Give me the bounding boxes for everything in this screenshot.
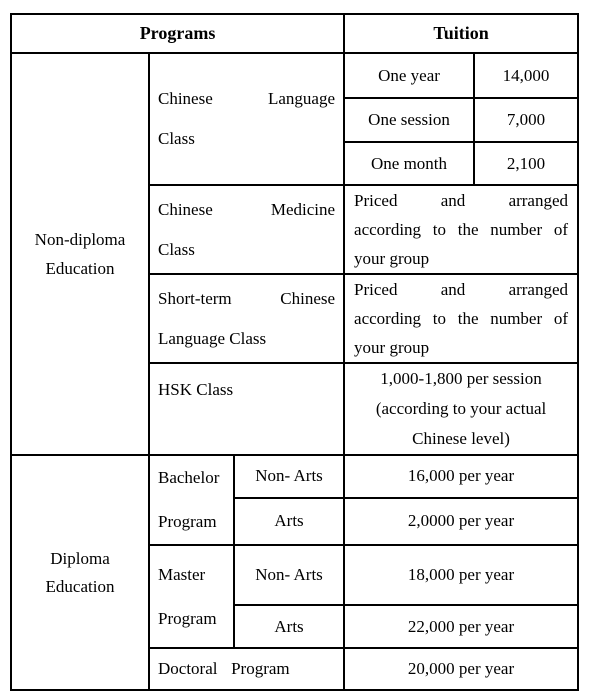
tuition-table xyxy=(10,13,579,691)
fee-doctoral: 20,000 per year xyxy=(344,648,578,690)
program-name-line: Program xyxy=(158,512,217,531)
tuition-text-line: Priced and arranged xyxy=(354,191,569,210)
program-chinese-language-class xyxy=(149,53,344,185)
header-programs: Programs xyxy=(11,14,344,53)
program-master xyxy=(149,545,234,648)
program-chinese-medicine-class xyxy=(149,185,344,274)
program-name-line: Chinese Language xyxy=(158,89,336,108)
program-name-line: Short-term Chinese xyxy=(158,288,336,308)
program-name-line: Class xyxy=(158,129,195,148)
tuition-text-line: according to the number of xyxy=(354,309,569,328)
program-name-line: Program xyxy=(158,608,217,628)
section-label-line: Diploma xyxy=(50,548,110,568)
tuition-chinese-medicine xyxy=(344,185,578,274)
program-short-term-chinese xyxy=(149,274,344,363)
tuition-fee-one-session: 7,000 xyxy=(474,98,578,142)
section-label-line: Education xyxy=(45,259,115,278)
tuition-period-one-month: One month xyxy=(344,142,474,185)
program-name-line: HSK Class xyxy=(158,380,234,399)
program-doctoral: Doctoral Program xyxy=(149,648,344,690)
tuition-hsk xyxy=(344,363,578,455)
tuition-fee-one-year: 14,000 xyxy=(474,53,578,98)
fee-bachelor-arts: 2,0000 per year xyxy=(344,498,578,545)
section-label-line: Non-diploma xyxy=(34,230,126,249)
tuition-fee-one-month: 2,100 xyxy=(474,142,578,185)
program-hsk-class xyxy=(149,363,344,455)
section-label-non-diploma xyxy=(11,53,149,455)
section-label-line: Education xyxy=(45,576,115,596)
program-name-line: Class xyxy=(158,239,195,259)
fee-bachelor-non-arts: 16,000 per year xyxy=(344,455,578,498)
tuition-short-term xyxy=(344,274,578,363)
section-label-diploma xyxy=(11,455,149,690)
tuition-text-line: (according to your actual xyxy=(375,399,547,418)
program-name-line: Master xyxy=(158,564,206,584)
tuition-text-line: your group xyxy=(354,249,430,268)
track-master-non-arts: Non- Arts xyxy=(234,545,344,605)
program-bachelor xyxy=(149,455,234,545)
tuition-period-one-session: One session xyxy=(344,98,474,142)
tuition-period-one-year: One year xyxy=(344,53,474,98)
fee-master-non-arts: 18,000 per year xyxy=(344,545,578,605)
header-tuition: Tuition xyxy=(344,14,578,53)
tuition-text-line: according to the number of xyxy=(354,220,569,239)
track-bachelor-arts: Arts xyxy=(234,498,344,545)
program-name-line: Chinese Medicine xyxy=(158,199,336,219)
program-name-line: Bachelor xyxy=(158,468,220,487)
fee-master-arts: 22,000 per year xyxy=(344,605,578,648)
program-name-line: Language Class xyxy=(158,328,267,348)
tuition-text-line: 1,000-1,800 per session xyxy=(380,369,542,388)
tuition-text-line: your group xyxy=(354,338,430,357)
tuition-text-line: Chinese level) xyxy=(412,429,510,448)
tuition-text-line: Priced and arranged xyxy=(354,280,569,299)
track-bachelor-non-arts: Non- Arts xyxy=(234,455,344,498)
track-master-arts: Arts xyxy=(234,605,344,648)
